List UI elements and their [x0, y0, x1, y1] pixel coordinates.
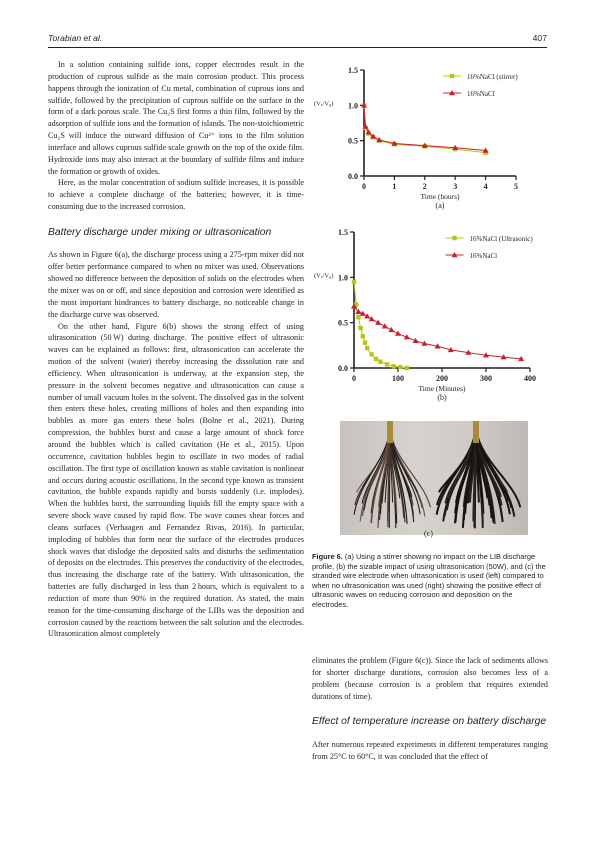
x-tick-label: 200	[436, 374, 448, 383]
y-tick-label: 0.5	[348, 136, 358, 146]
y-tick-label: 1.0	[338, 273, 348, 283]
right-column	[312, 655, 548, 763]
figure-6b-chart	[312, 226, 548, 416]
running-title: Torabian et al.	[48, 33, 103, 43]
paragraph: As shown in Figure 6(a), the discharge process using a 275-rpm mixer did not offer better performance compared to when no mixer was used. Observations showed no difference between the deposition of solids on the electrodes when the mixer was on or off, and since deposition and corrosion were identified as the most important hindrances to battery discharge, no noticeable change in the discharge curve was observed.	[48, 250, 304, 319]
legend-entry: 16%NaCl	[467, 90, 495, 98]
data-point	[364, 313, 370, 318]
data-point	[398, 365, 402, 369]
data-point	[358, 326, 362, 330]
data-point	[361, 334, 365, 338]
caption-text: (a) Using a stirrer showing no impact on the LIB discharge profile, (b) the sizable impact of using ultrasonication (50W), and (c) the stranded wire electrode when ultrasonication is used (left) compared to when no ultrasonication was used (right) showing the positive effect of ultrasonic waves on reducing corrosion and deposition on the electrodes.	[312, 552, 546, 609]
chart-svg	[312, 58, 548, 220]
x-tick-label: 3	[453, 182, 458, 191]
paragraph: In a solution containing sulfide ions, copper electrodes result in the production of cuprous sulfide as the main corrosion product. This process happens through the ionization of Cu metal, combination of cuprous ions and sulfide, followed by the precipitation of cuprous sulfide on the surface in the form of a dark porous scale. The Cu₂S first forms a thin film, followed by the adsorption of sulfide ions and the formation of islands. The non-stoichiometric Cu₂S will induce the outward diffusion of Cu²⁺ ions to the film solution interface and allows cuprous sulfide scale growth on the top of the oxide film. Hydroxide ions may also interact at the boundary of sulfide films and induce the formation or growth of oxides.	[48, 60, 304, 176]
data-point	[369, 352, 373, 356]
header-rule	[48, 47, 547, 48]
legend-entry: 16%NaCl (Ultrasonic)	[469, 235, 533, 243]
legend-marker	[452, 236, 456, 240]
x-tick-label: 5	[514, 182, 518, 191]
x-tick-label: 0	[352, 374, 356, 383]
section-heading: Battery discharge under mixing or ultrasonication	[48, 226, 272, 238]
page-number: 407	[532, 33, 547, 43]
y-tick-label: 0.0	[348, 172, 358, 181]
data-point	[369, 316, 375, 321]
x-tick-label: 1	[392, 182, 397, 191]
series-line	[354, 306, 521, 359]
electrode-drawing	[340, 421, 528, 535]
electrode-left-clean	[354, 421, 430, 528]
y-tick-label: 1.5	[338, 228, 348, 237]
x-axis-label: Time (Minutes)	[418, 384, 466, 393]
wire-stem	[387, 421, 393, 443]
panel-label: (b)	[437, 393, 447, 402]
x-tick-label: 400	[524, 374, 536, 383]
series-line	[354, 282, 407, 368]
electrode-right-corroded	[437, 421, 521, 528]
data-point	[385, 362, 389, 366]
data-point	[375, 320, 381, 325]
x-tick-label: 100	[392, 374, 404, 383]
figure-6a-chart	[312, 58, 548, 220]
running-header	[48, 33, 547, 47]
data-point	[363, 340, 367, 344]
legend-marker	[450, 74, 454, 78]
data-point	[352, 280, 356, 284]
y-tick-label: 1.5	[348, 66, 358, 75]
left-column	[48, 59, 304, 640]
y-axis-label: (Vₑ/V₀)	[314, 100, 334, 108]
x-tick-label: 0	[362, 182, 366, 191]
legend-entry: 16%NaCl	[469, 252, 498, 260]
section-heading: Effect of temperature increase on battery discharge	[312, 716, 547, 728]
y-tick-label: 0.0	[338, 364, 348, 373]
paragraph: eliminates the problem (Figure 6(c)). Since the lack of sediments allows for shorter discharge durations, corrosion also becomes less of a problem (because corrosion is a problem that requires extended durations of time).	[312, 656, 548, 701]
electrode-photo	[340, 421, 528, 535]
x-tick-label: 4	[483, 182, 488, 191]
data-point	[374, 357, 378, 361]
data-point	[378, 359, 382, 363]
data-point	[388, 327, 394, 332]
data-point	[395, 331, 401, 336]
caption-label: Figure 6.	[312, 552, 343, 561]
wire-stem	[473, 421, 479, 443]
x-axis-label: Time (hours)	[420, 192, 460, 201]
paragraph: On the other hand, Figure 6(b) shows the strong effect of using ultrasonication (50 W) during discharge. The positive effect of ultrasonic waves can be explained as follows: first, ultrasonication can accelerate the motion of the solvent (water) thereby increasing the dissolution rate and efficiency. When ultrasonication is underway, at the expansion step, the pressure in the solvent becomes negative and ultrasonication can cause a number of small vacuum holes in the solvent. The dissolved gas in the solvent then enters these holes, creating millions of holes and then expanding into bubbles as more gas enters these holes (Bolne et al., 2021). During compression, the bubbles burst and cause a large amount of shock force around the bubbles which is called cavitation (He et al., 2015). Upon occurrence, cavitation bubbles begin to oscillate in two modes of radial oscillation. The first type of oscillation known as stable cavitation is nonlinear and occurs during acoustic oscillations. In the second type known as transient cavitation, the bubble expands rapidly and bursts suddenly (i.e. implodes). When the bubbles burst, the surrounding liquids fill the empty space with a severe shock wave caused by rapid flow. The wave causes shear forces and cleans surfaces (Verhaagen and Fernandez Rivas, 2016). In particular, imploding of bubbles that form near the surface of the electrodes produces shock waves that dislodge the deposited salts and disturbs the sedimentation of deposits on the electrodes. This preserves the conductivity of the electrodes, thus increasing the discharge rate of the battery. With ultrasonication, the batteries are fully discharged in less than 2 hours, which is equivalent to a reduction of more than 90% in the required duration. As stated, the main reason for the time-consuming discharge of the LIBs was the deposition and corrosion caused by the reactions between the salt solution and the electrodes. Ultrasonication almost completely	[48, 321, 304, 639]
panel-label: (a)	[435, 201, 445, 210]
legend-entry: 16%NaCl (stirrer)	[467, 73, 518, 81]
data-point	[405, 366, 409, 370]
data-point	[382, 323, 388, 328]
y-tick-label: 1.0	[348, 101, 358, 111]
figure-caption	[312, 552, 548, 610]
panel-c-label: (c)	[424, 529, 433, 538]
x-tick-label: 300	[480, 374, 492, 383]
chart-svg	[312, 226, 548, 416]
paragraph: Here, as the molar concentration of sodium sulfide increases, it is possible to achieve a complete discharge of the batteries; however, it is time-consuming due to the increased corrosion.	[48, 178, 304, 212]
y-axis-label: (Vₑ/V₀)	[314, 272, 334, 280]
paragraph: After numerous repeated experiments in different temperatures ranging from 25°C to 60°C, it was concluded that the effect of	[312, 739, 548, 761]
data-point	[365, 346, 369, 350]
x-tick-label: 2	[422, 182, 427, 191]
y-tick-label: 0.5	[338, 318, 348, 328]
data-point	[391, 364, 395, 368]
